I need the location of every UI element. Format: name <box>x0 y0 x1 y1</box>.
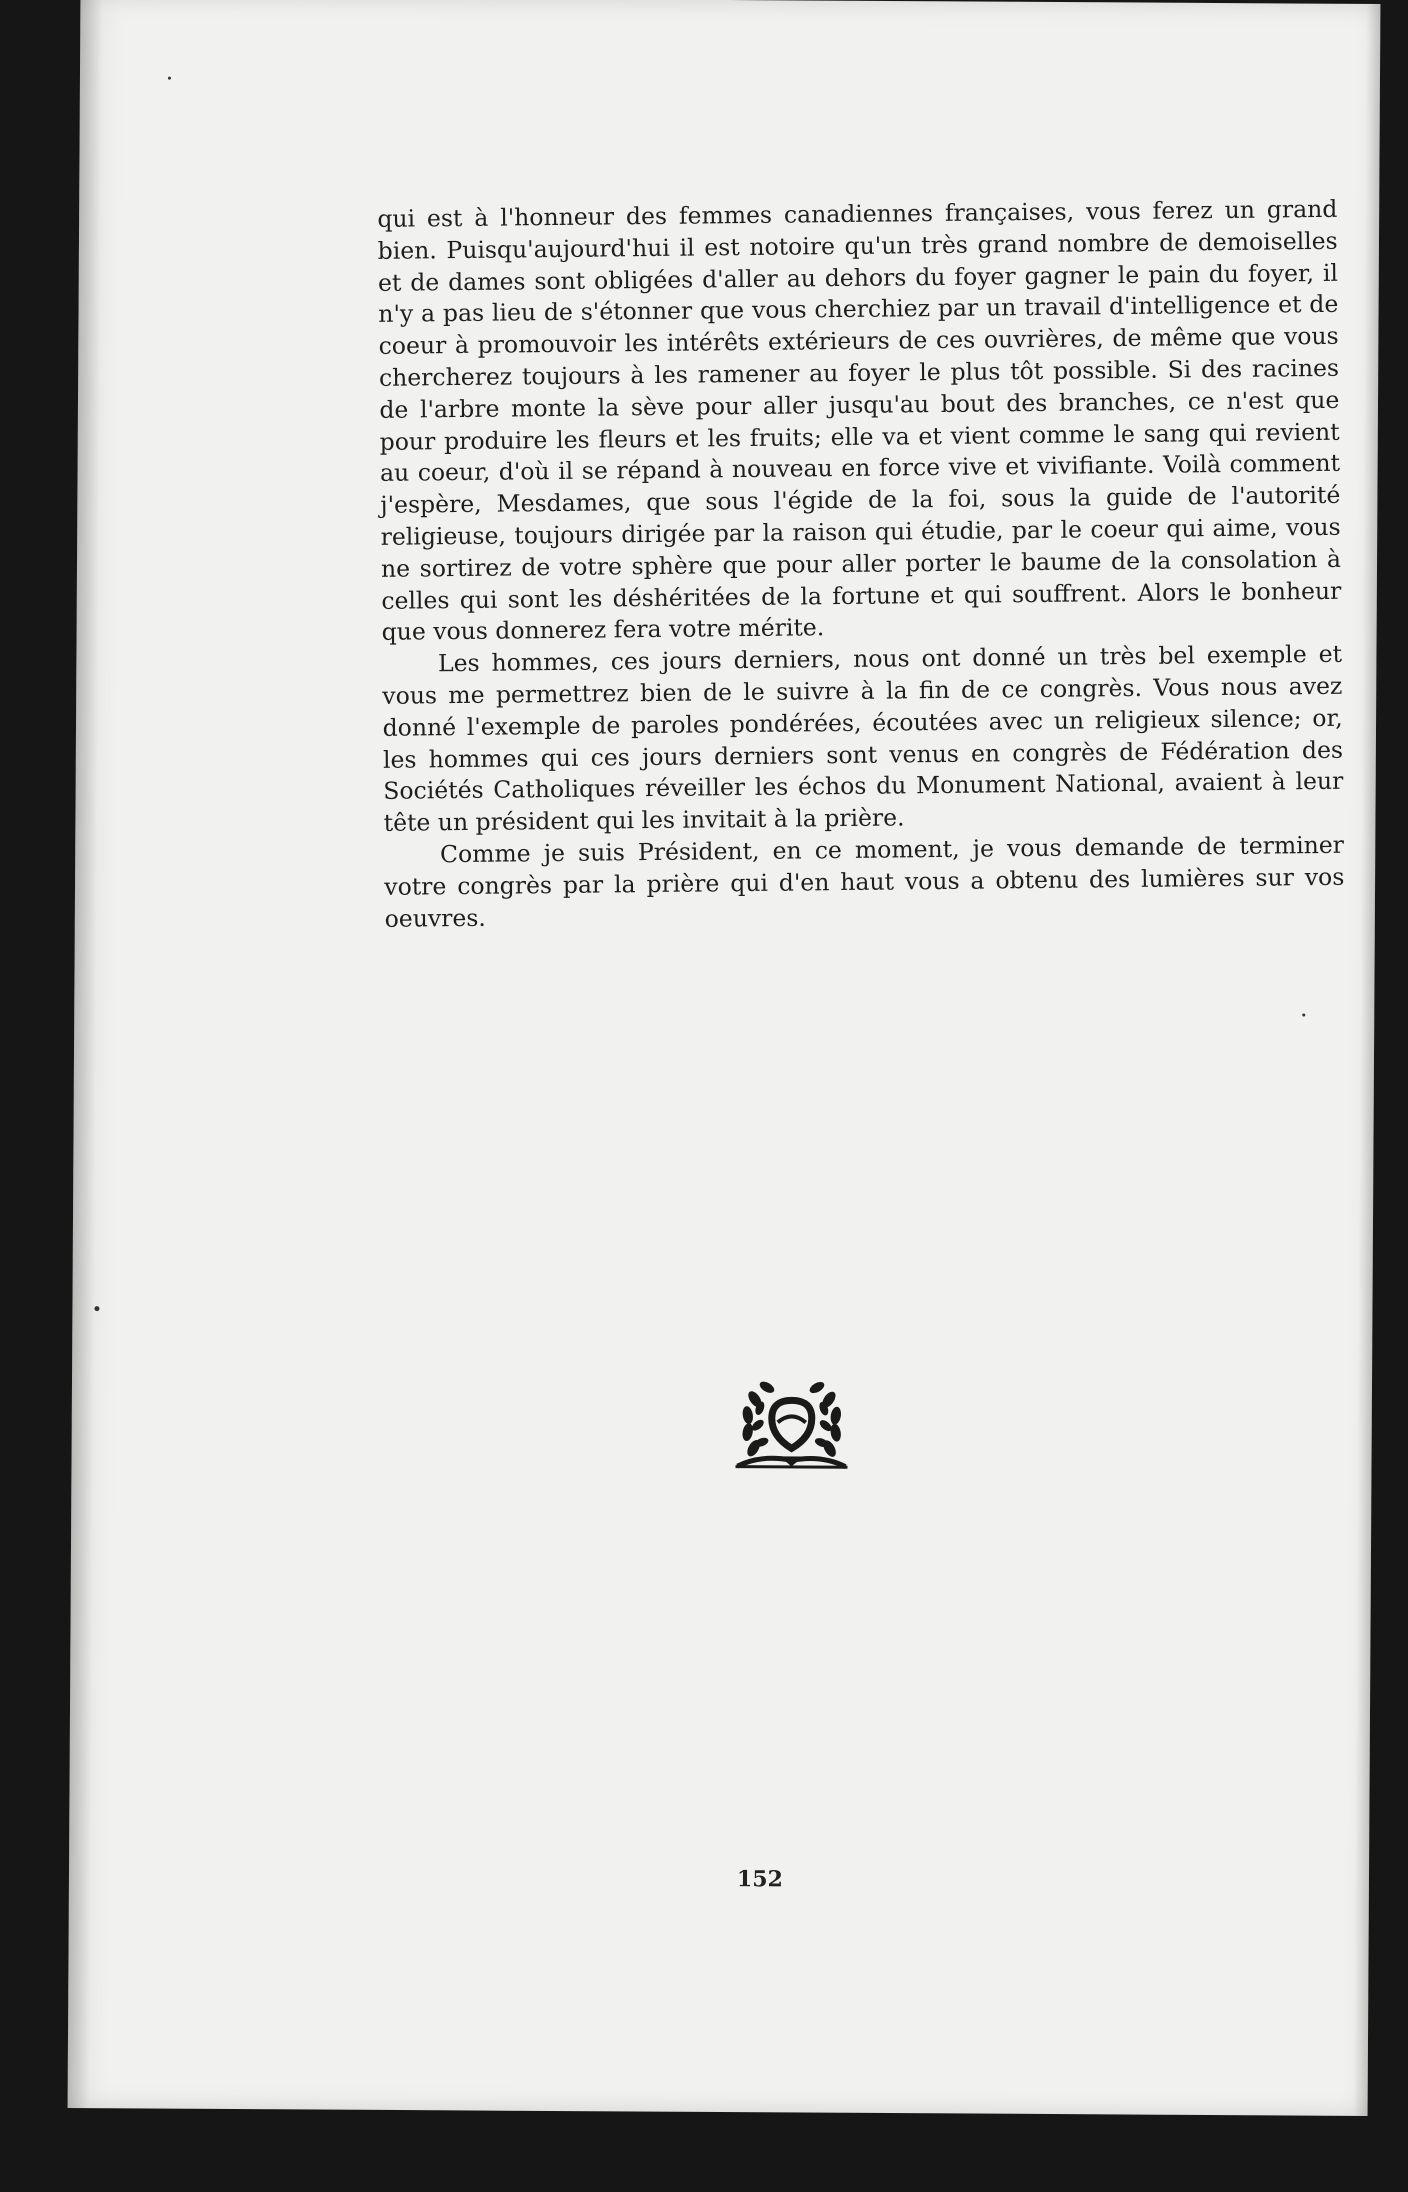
paragraph-3: Comme je suis Président, en ce moment, je vous demande de terminer votre congrès par la prière qui d'en haut vous a obtenu des lumières sur vos oeuvres. <box>384 830 1345 933</box>
page-edge <box>1354 4 1381 2116</box>
scan-speck <box>94 1306 99 1311</box>
book-page <box>68 0 1381 2116</box>
scan-speck <box>168 77 171 80</box>
paragraph-2: Les hommes, ces jours derniers, nous ont donné un très bel exemple et vous me permettrez bien de le suivre à la fin de ce congrès. Vous nous avez donné l'exemple de paroles pondérées, écoutées avec un religieux silence; or, les hommes qui ces jours derniers sont venus en congrès de Fédération des Sociétés Catholiques réveiller les échos du Monument National, avaient à leur tête un président qui les invitait à la prière. <box>382 639 1344 837</box>
scan-speck <box>1302 1014 1305 1017</box>
body-text <box>377 194 1345 935</box>
page-number: 152 <box>736 1866 783 1893</box>
paragraph-1: qui est à l'honneur des femmes canadiennes françaises, vous ferez un grand bien. Puisqu'aujourd'hui il est notoire qu'un très grand nombre de demoiselles et de dames sont obligées d'aller au dehors du foyer gagner le pain du foyer, il n'y a pas lieu de s'étonner que vous cherchiez par un travail d'intelligence et de coeur à promouvoir les intérêts extérieurs de ces ouvrières, de même que vous chercherez toujours à les ramener au foyer le plus tôt possible. Si des racines de l'arbre monte la sève pour aller jusqu'au bout des branches, ce n'est que pour produire les fleurs et les fruits; elle va et vient comme le sang qui revient au coeur, d'où il se répand à nouveau en force vive et vivifiante. Voilà comment j'espère, Mesdames, que sous l'égide de la foi, sous la guide de l'autorité religieuse, toujours dirigée par la raison qui étudie, par le coeur qui aime, vous ne sortirez de votre sphère que pour aller porter le baume de la consolation à celles qui sont les déshéritées de la fortune et qui souffrent. Alors le bonheur que vous donnerez fera votre mérite. <box>377 194 1342 647</box>
page-gutter-shadow <box>68 0 103 2108</box>
laurel-wreath-icon <box>731 1370 852 1481</box>
